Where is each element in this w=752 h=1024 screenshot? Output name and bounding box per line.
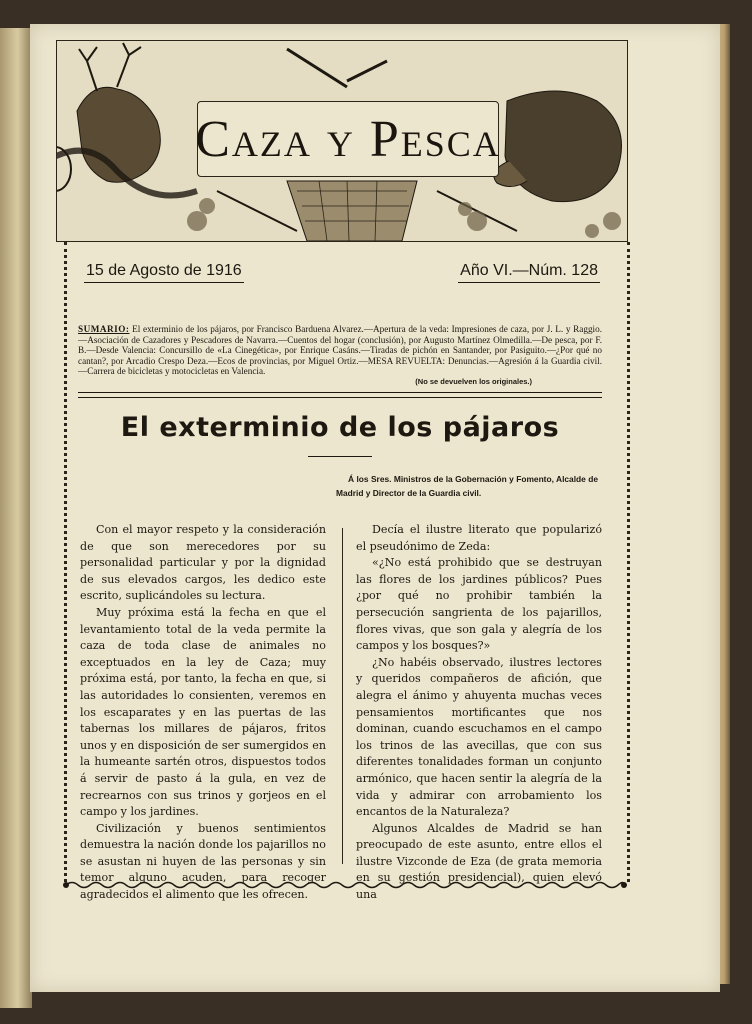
- column-divider: [342, 528, 343, 864]
- paragraph: Con el mayor respeto y la consideración de que son merecedores por su personalidad particular y por la dignidad de sus elevados cargos, les dedico este escrito, suplicándoles su lectura.: [80, 523, 326, 603]
- headline-rule: [308, 456, 372, 457]
- masthead-title: Caza y Pesca: [195, 110, 501, 168]
- paragraph: «¿No está prohibido que se destruyan las flores de los jardines públicos? Pues ¿por qué no prohibir también la persecución sangrienta de los pajarillos, flores vivas, que son gala y alegría de los campos y los bosques?»: [356, 556, 602, 653]
- issue-info-row: [84, 262, 600, 286]
- sumario-label: SUMARIO:: [78, 324, 130, 334]
- deer-head-icon: [77, 43, 160, 182]
- title-cartouche: [197, 101, 499, 177]
- masthead: [56, 40, 628, 242]
- paragraph: ¿No habéis observado, ilustres lectores y queridos compañeros de afición, que alegra el ánimo y ahuyenta muchas veces pensamientos mortificantes que nos dominan, cuando escuchamos en el campo los trinos de las avecillas, que con sus diferentes tonalidades forman un conjunto armónico, que hacen sentir la alegría de la vida y admirar con arrobamiento los encantos de la Naturaleza?: [356, 655, 602, 819]
- article-column-right: [356, 522, 602, 904]
- fishing-net-icon: [287, 181, 417, 241]
- article-headline: El exterminio de los pájaros: [120, 412, 560, 443]
- article-column-left: [80, 522, 326, 904]
- paragraph: Decía el ilustre literato que popularizó el pseudónimo de Zeda:: [356, 523, 602, 553]
- paragraph: Algunos Alcaldes de Madrid se han preocupado de este asunto, entre ellos el ilustre Vizconde de Eza (de grata memoria en su gestión presidencial), quien elevó una: [356, 821, 602, 902]
- sumario: [78, 324, 602, 388]
- spear-icon: [287, 49, 387, 87]
- sumario-note: (No se devuelven los originales.): [415, 376, 532, 386]
- bottom-ornamental-border: [62, 880, 628, 890]
- book-edge-left: [0, 28, 32, 1008]
- section-divider: [78, 392, 602, 398]
- boar-head-icon: [494, 91, 622, 202]
- issue-number: Año VI.—Núm. 128: [458, 262, 600, 283]
- paragraph: Muy próxima está la fecha en que el levantamiento total de la veda permite la caza de toda clase de animales no exceptuados en la ley de Caza; muy próxima está, por tanto, la fecha en que, si las autoridades lo consienten, veremos en los escaparates y en las puertas de las tabernas los millares de pájaros, fritos unos y en disposición de ser sumergidos en la humeante sartén otros, dispuestos todos á servir de pasto á la gula, en vez de recrearnos con sus trinos y gorjeos en el campo y los jardines.: [80, 605, 326, 819]
- sumario-text: El exterminio de los pájaros, por Francisco Barduena Alvarez.—Apertura de la veda: Impresiones de caza, por J. L. y Raggio.—Asociación de Cazadores y Pescadores de Navarra.—Cuentos del hogar (conclusión), por Augusto Martínez Olmedilla.—De pesca, por F. B.—Desde Valencia: Concursillo de «La Cinegética», por Enrique Casáns.—Tiradas de pichón en Santander, por Pasiguito.—¿Por qué no cantan?, por Arcadio Crespo Deza.—Ecos de provincias, por Miguel Ortiz.—MESA REVUELTA: Denuncias.—Agresión á la Guardia civil.—Carrera de bicicletas y motocicletas en Valencia.: [78, 324, 602, 377]
- issue-date: 15 de Agosto de 1916: [84, 262, 244, 283]
- article-dedication: Á los Sres. Ministros de la Gobernación y Fomento, Alcalde de Madrid y Director de la Guardia civil.: [336, 474, 598, 498]
- paragraph: Civilización y buenos sentimientos demuestra la nación donde los pajarillos no se asustan ni huyen de las personas y sin temor alguno acuden, para recoger agradecidos el alimento que les ofrecen.: [80, 821, 326, 902]
